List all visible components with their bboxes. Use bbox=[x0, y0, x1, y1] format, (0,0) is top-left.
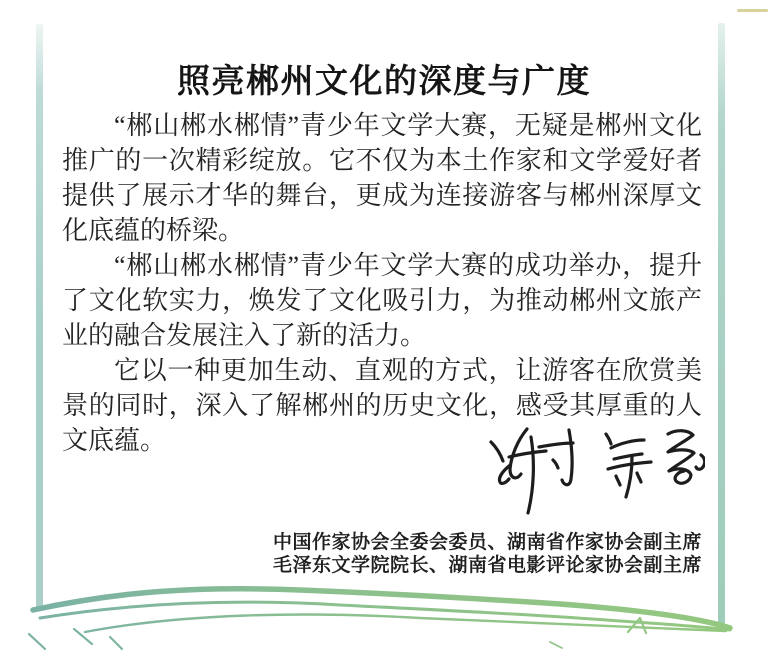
right-border-line bbox=[718, 23, 725, 632]
paragraph-2: “郴山郴水郴情”青少年文学大赛的成功举办，提升了文化软实力，焕发了文化吸引力，为推动郴州文旅产业的融合发展注入了新的活力。 bbox=[62, 251, 702, 350]
page-title: 照亮郴州文化的深度与广度 bbox=[177, 64, 591, 101]
attribution-line-2: 毛泽东文学院院长、湖南省电影评论家协会副主席 bbox=[272, 555, 702, 576]
signature-handwriting-icon bbox=[465, 413, 705, 518]
attribution-line-1: 中国作家协会全委会委员、湖南省作家协会副主席 bbox=[272, 532, 702, 553]
top-right-accent-line bbox=[737, 9, 768, 12]
paragraph-1: “郴山郴水郴情”青少年文学大赛，无疑是郴州文化推广的一次精彩绽放。它不仅为本土作家和文学爱好者提供了展示才华的舞台，更成为连接游客与郴州深厚文化底蕴的桥梁。 bbox=[62, 111, 702, 245]
body-text bbox=[62, 108, 702, 458]
left-border-line bbox=[36, 24, 43, 608]
open-book-icon bbox=[0, 560, 768, 656]
paragraph-3: 它以一种更加生动、直观的方式，让游客在欣赏美景的同时，深入了解郴州的历史文化，感受其厚重的人文底蕴。 bbox=[62, 356, 702, 455]
